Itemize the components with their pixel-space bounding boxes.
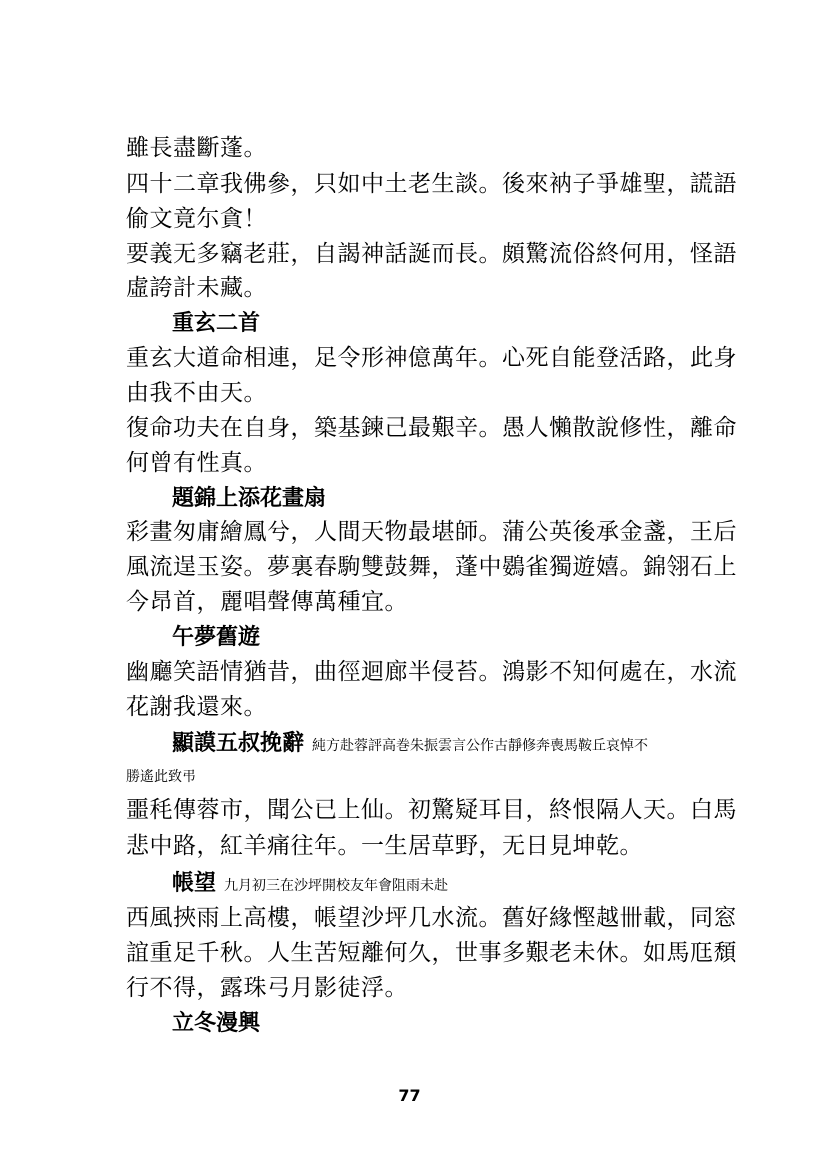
poem-line: 今昂首，麗唱聲傳萬種宜。 xyxy=(126,589,408,615)
poem-line: 重玄大道命相連，足令形神億萬年。心死自能登活路，此身 xyxy=(126,345,737,371)
poem-title: 立冬漫興 xyxy=(172,1010,261,1036)
poem-title: 帳望 xyxy=(172,870,217,896)
title-note-continued: 勝遙此致弔 xyxy=(126,769,196,785)
poem-title-with-note xyxy=(172,729,648,760)
poem-line: 西風挾雨上高樓，帳望沙坪几水流。舊好緣慳越卌載，同窓 xyxy=(126,905,737,931)
poem-line: 要義无多竊老莊，自謁神話誕而長。頗驚流俗終何用，怪語 xyxy=(126,241,737,267)
poem-title: 題錦上添花畫扇 xyxy=(172,485,327,511)
poem-line: 偷文竟尓貪！ xyxy=(126,206,267,232)
poem-line: 噩秏傳蓉市，聞公已上仙。初驚疑耳目，終恨隔人天。白馬 xyxy=(126,797,737,823)
poem-line: 由我不由天。 xyxy=(126,380,267,406)
poem-title-with-note xyxy=(172,869,448,900)
page-number: 77 xyxy=(398,1086,421,1105)
poem-line: 悲中路，紅羊痛往年。一生居草野，无日見坤乾。 xyxy=(126,833,643,859)
poem-line: 四十二章我佛參，只如中土老生談。後來衲子爭雄聖，謊語 xyxy=(126,171,737,197)
poem-line: 花謝我還來。 xyxy=(126,694,267,720)
poem-line: 雖長盡斷蓬。 xyxy=(126,135,267,161)
poem-line: 復命功夫在自身，築基鍊己最艱辛。愚人懶散說修性，離命 xyxy=(126,415,737,441)
poem-line: 風流逞玉姿。夢裏春駒雙鼓舞，蓬中鷃雀獨遊嬉。錦翎石上 xyxy=(126,554,737,580)
poem-line: 虛誇計未藏。 xyxy=(126,275,267,301)
title-note: 純方赴蓉評高巻朱振雲言公作古靜修奔喪馬鞍丘哀悼不 xyxy=(312,738,649,754)
poem-line: 幽廳笑語情猶昔，曲徑迴廊半侵苔。鴻影不知何處在，水流 xyxy=(126,659,737,685)
title-note: 九月初三在沙坪開校友年會阻雨未赴 xyxy=(224,878,449,894)
poem-line: 何曾有性真。 xyxy=(126,450,267,476)
poem-title: 重玄二首 xyxy=(172,310,261,336)
poem-title: 顯謨五叔挽辭 xyxy=(172,730,305,756)
poem-title: 午夢舊遊 xyxy=(172,624,261,650)
poem-line: 彩畫匆庸繪鳳兮，人間天物最堪師。蒲公英後承金盞，王后 xyxy=(126,519,737,545)
poem-line: 行不得，露珠弓月影徒浮。 xyxy=(126,975,408,1001)
poem-line: 誼重足千秋。人生苦短離何久，世事多艱老未休。如馬尫頹 xyxy=(126,940,737,966)
